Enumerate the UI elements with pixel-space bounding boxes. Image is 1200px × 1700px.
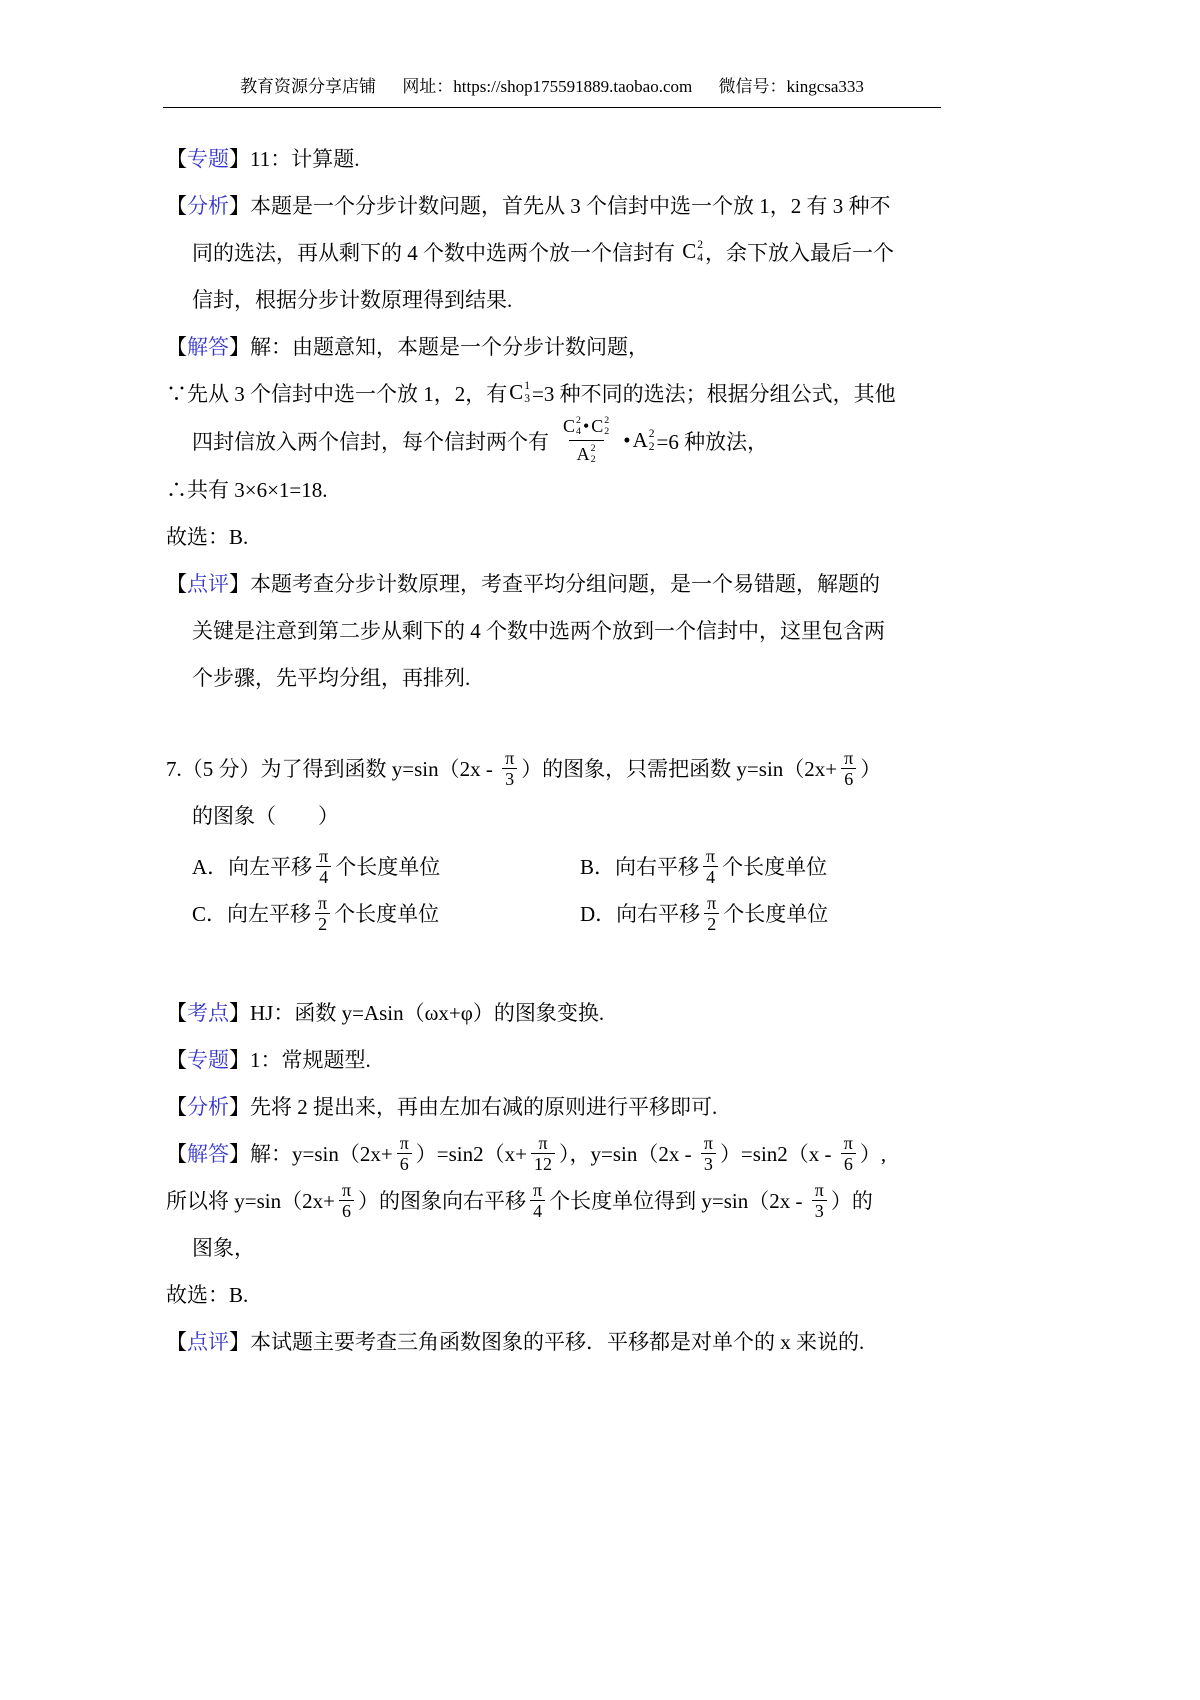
knowledge-point-line [166, 989, 958, 1036]
label-tag-word: 分析 [187, 1095, 229, 1120]
label-tag-word: 点评 [187, 572, 229, 597]
document-content [166, 108, 958, 1365]
text-run: 先将 2 提出来，再由左加右减的原则进行平移即可. [250, 1095, 718, 1120]
script-stack [524, 380, 530, 405]
fraction-numerator: π [341, 1179, 352, 1200]
text-run: =3 种不同的选法；根据分组公式，其他 [532, 381, 896, 406]
fraction-denominator: 4 [703, 866, 718, 887]
big-fraction-numerator [555, 416, 617, 440]
subscript: 4 [576, 425, 581, 437]
text-run: 个长度单位 [335, 855, 441, 880]
scripted-symbol [563, 416, 581, 437]
text-line [166, 416, 958, 466]
text-run: A．向左平移 [192, 855, 313, 880]
fraction-denominator: 3 [812, 1200, 827, 1221]
text-line [166, 134, 958, 181]
fraction [502, 748, 517, 789]
text-run: 的图象（ ） [192, 804, 339, 829]
fraction [315, 893, 330, 934]
text-run: • [623, 428, 631, 453]
text-line [166, 1083, 958, 1130]
label-tag-word: 考点 [187, 1001, 229, 1026]
fraction-denominator: 2 [315, 913, 330, 934]
fraction [841, 1133, 856, 1174]
script-stack [697, 239, 703, 264]
fraction-numerator: π [707, 892, 717, 913]
scripted-symbol [591, 416, 609, 437]
fraction-denominator: 6 [397, 1153, 412, 1174]
fraction [316, 846, 331, 887]
topic-tag-line [166, 134, 958, 181]
text-run: D．向右平移 [580, 902, 701, 927]
text-run: ，余下放入最后一个 [705, 240, 895, 265]
label-tag-word: 点评 [187, 1330, 229, 1355]
text-run: 信封，根据分步计数原理得到结果. [192, 287, 513, 312]
fraction-numerator: π [533, 1179, 543, 1200]
text-run: 关键是注意到第二步从剩下的 4 个数中选两个放到一个信封中，这里包含两 [192, 619, 885, 644]
text-line [166, 989, 958, 1036]
label-tag: 【分析】 [166, 1095, 250, 1120]
text-line [166, 1224, 958, 1271]
text-run: 11：计算题. [250, 146, 360, 171]
text-line [192, 890, 580, 937]
text-run: 解：y=sin（2x+ [250, 1142, 393, 1167]
fraction-denominator: 3 [701, 1153, 716, 1174]
fraction [812, 1180, 827, 1221]
big-fraction [555, 416, 617, 466]
text-line [166, 1130, 958, 1177]
label-tag: 【点评】 [166, 572, 250, 597]
fraction [531, 1133, 555, 1174]
text-run: ∴共有 3×6×1=18. [166, 478, 328, 503]
text-line [166, 369, 958, 416]
fraction [339, 1180, 354, 1221]
fraction-numerator: π [318, 892, 328, 913]
wechat-id: 微信号：kingcsa333 [718, 77, 864, 96]
fraction [397, 1133, 412, 1174]
text-line [166, 607, 958, 654]
superscript: 2 [648, 428, 655, 441]
shop-name: 教育资源分享店铺 [240, 77, 377, 96]
text-run: 故选：B. [166, 1283, 249, 1308]
text-run: ∵先从 3 个信封中选一个放 1，2，有 [166, 381, 508, 406]
text-run: 本试题主要考查三角函数图象的平移．平移都是对单个的 x 来说的. [250, 1330, 865, 1355]
text-run: 同的选法，再从剩下的 4 个数中选两个放一个信封有 [192, 240, 681, 265]
script-stack [649, 428, 655, 453]
analysis-line-2 [166, 1083, 958, 1130]
label-tag: 【解答】 [166, 1142, 250, 1167]
fraction-numerator: π [703, 1132, 713, 1153]
subscript: 2 [648, 440, 655, 453]
text-run: ）=sin2（x+ [415, 1142, 527, 1167]
options-grid [166, 843, 958, 937]
comment-paragraph [166, 560, 958, 701]
label-tag-word: 专题 [187, 146, 229, 171]
solution-paragraph-2 [166, 1130, 958, 1271]
superscript: 2 [697, 239, 704, 252]
script-stack [576, 416, 581, 437]
text-run: ）=sin2（x - [719, 1142, 837, 1167]
option-a [192, 843, 580, 890]
scripted-symbol [577, 444, 596, 465]
label-tag: 【考点】 [166, 1001, 250, 1026]
fraction-denominator: 2 [704, 913, 719, 934]
fraction-numerator: π [706, 845, 716, 866]
subscript: 4 [697, 251, 704, 264]
text-run: 四封信放入两个信封，每个信封两个有 [192, 429, 549, 454]
script-base: A [632, 428, 648, 453]
comment-line-2 [166, 1318, 958, 1365]
script-stack [604, 416, 609, 437]
fraction [701, 1133, 716, 1174]
text-run: ）的 [830, 1189, 873, 1214]
label-tag-word: 解答 [187, 1142, 229, 1167]
answer-line-2 [166, 1271, 958, 1318]
fraction [703, 846, 718, 887]
script-base: C [682, 239, 697, 263]
superscript: 2 [576, 415, 581, 426]
text-run: 个长度单位得到 y=sin（2x - [549, 1189, 808, 1214]
text-run: 图象， [192, 1236, 255, 1261]
fraction [530, 1180, 545, 1221]
fraction-numerator: π [505, 747, 515, 768]
text-line [166, 181, 958, 228]
question-7 [166, 745, 958, 839]
fraction-numerator: π [843, 1132, 853, 1153]
solution-paragraph [166, 322, 958, 369]
text-run: ），y=sin（2x - [559, 1142, 697, 1167]
text-run: C．向左平移 [192, 902, 312, 927]
text-run: 故选：B. [166, 525, 249, 550]
superscript: 2 [590, 443, 596, 455]
script-base: C [509, 380, 524, 404]
scripted-symbol [682, 239, 703, 264]
fraction-denominator: 12 [531, 1153, 555, 1174]
fraction [704, 893, 719, 934]
text-line [166, 275, 958, 322]
text-run: 所以将 y=sin（2x+ [166, 1189, 335, 1214]
script-stack [591, 444, 596, 465]
text-line [580, 843, 958, 890]
text-line [166, 466, 958, 513]
script-base: C [563, 415, 576, 436]
fraction-numerator: π [814, 1179, 824, 1200]
superscript: 2 [604, 415, 610, 426]
text-run: HJ：函数 y=Asin（ωx+φ）的图象变换. [250, 1001, 605, 1026]
text-run: 本题考查分步计数原理，考查平均分组问题，是一个易错题，解题的 [250, 572, 880, 597]
label-tag-word: 专题 [187, 1048, 229, 1073]
text-line [166, 792, 958, 839]
text-run: 个长度单位 [723, 902, 829, 927]
page-header [163, 72, 941, 108]
therefore-line [166, 466, 958, 513]
subscript: 2 [590, 454, 596, 466]
label-tag-word: 解答 [187, 334, 229, 359]
fraction-denominator: 6 [339, 1200, 354, 1221]
fraction-denominator: 6 [841, 1153, 856, 1174]
text-run: ）, [859, 1142, 887, 1167]
fraction [841, 748, 856, 789]
label-tag: 【解答】 [166, 334, 250, 359]
text-line [166, 228, 958, 275]
fraction-denominator: 4 [530, 1200, 545, 1221]
text-run: 解：由题意知，本题是一个分步计数问题， [250, 334, 649, 359]
text-run: =6 种放法， [656, 429, 769, 454]
subscript: 2 [604, 425, 610, 437]
text-line [166, 322, 958, 369]
answer-line [166, 513, 958, 560]
subscript: 3 [524, 392, 531, 405]
text-run: 1：常规题型. [250, 1048, 371, 1073]
label-tag: 【专题】 [166, 1048, 250, 1073]
fraction-numerator: π [844, 747, 854, 768]
script-base: A [576, 444, 590, 465]
text-line [166, 560, 958, 607]
label-tag: 【点评】 [166, 1330, 250, 1355]
label-tag: 【专题】 [166, 146, 250, 171]
fraction-denominator: 3 [502, 768, 517, 789]
text-run: ） [860, 757, 882, 782]
text-line [166, 1318, 958, 1365]
superscript: 1 [524, 380, 531, 393]
scripted-symbol [633, 428, 655, 453]
topic-tag-line-2 [166, 1036, 958, 1083]
big-fraction-denominator [569, 440, 604, 465]
text-run: • [582, 415, 590, 436]
text-line [166, 513, 958, 560]
text-run: 7.（5 分）为了得到函数 y=sin（2x - [166, 757, 499, 782]
script-base: C [591, 415, 604, 436]
text-run: ）的图象向右平移 [358, 1189, 527, 1214]
text-line [166, 654, 958, 701]
option-d [580, 890, 958, 937]
label-tag-word: 分析 [187, 193, 229, 218]
analysis-paragraph [166, 181, 958, 322]
text-run: 个步骤，先平均分组，再排列. [192, 666, 471, 691]
text-run: 个长度单位 [334, 902, 440, 927]
shop-url: 网址：https://shop175591889.taobao.com [402, 77, 693, 96]
text-run: 个长度单位 [722, 855, 828, 880]
option-b [580, 843, 958, 890]
fraction-numerator: π [399, 1132, 409, 1153]
text-line [166, 745, 958, 792]
fraction-numerator: π [538, 1132, 548, 1153]
option-c [192, 890, 580, 937]
fraction-denominator: 4 [316, 866, 331, 887]
text-run: 本题是一个分步计数问题，首先从 3 个信封中选一个放 1，2 有 3 种不 [250, 193, 891, 218]
text-run: ）的图象，只需把函数 y=sin（2x+ [521, 757, 838, 782]
text-line [580, 890, 958, 937]
text-line [166, 1271, 958, 1318]
text-line [192, 843, 580, 890]
fraction-denominator: 6 [841, 768, 856, 789]
because-paragraph [166, 369, 958, 466]
text-line [166, 1177, 958, 1224]
label-tag: 【分析】 [166, 193, 250, 218]
scripted-symbol [509, 380, 530, 405]
fraction-numerator: π [319, 845, 329, 866]
text-line [166, 1036, 958, 1083]
text-run: B．向右平移 [580, 855, 700, 880]
